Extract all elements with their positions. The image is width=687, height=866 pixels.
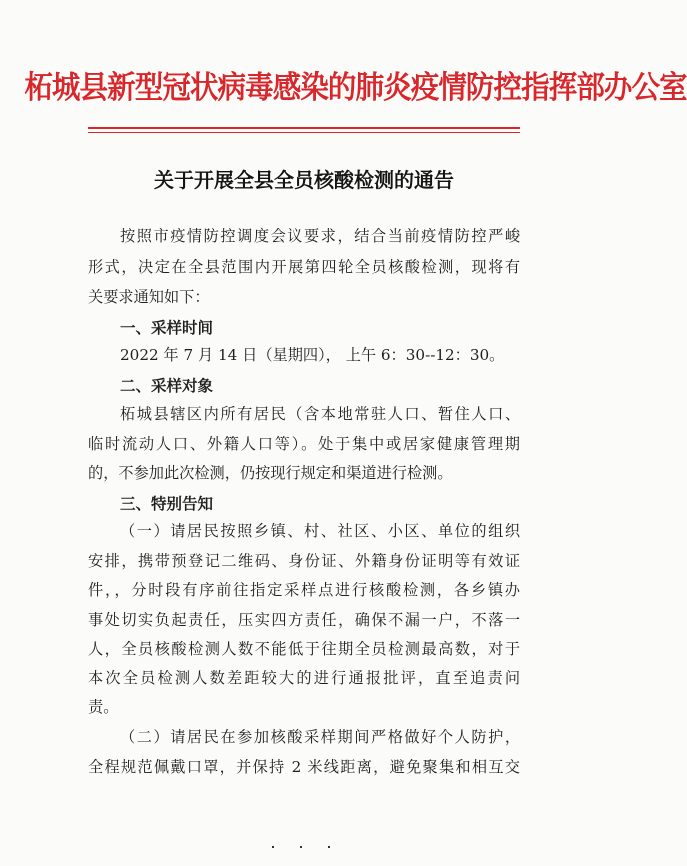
body-line: （一）请居民按照乡镇、村、社区、小区、单位的组织 [120,522,520,540]
section-heading: 二、采样对象 [120,377,214,395]
body-line: 件，，分时段有序前往指定采样点进行核酸检测，各乡镇办 [88,581,520,599]
intro-line: 按照市疫情防控调度会议要求，结合当前疫情防控严峻 [120,227,520,245]
scan-mark [328,846,330,848]
section-heading: 三、特别告知 [120,495,214,513]
body-line: 事处切实负起责任，压实四方责任，确保不漏一户，不落一 [88,611,520,629]
body-line: 本次全员检测人数差距较大的进行通报批评，直至追责问 [88,669,520,687]
scan-mark [272,846,274,848]
body-line: 责。 [88,698,119,716]
red-rule-bottom [88,132,520,133]
section-heading: 一、采样时间 [120,319,214,337]
body-line: 全程规范佩戴口罩，并保持 2 米线距离，避免聚集和相互交 [88,758,520,776]
body-line: 临时流动人口、外籍人口等）。处于集中或居家健康管理期 [88,435,520,453]
body-line: 人，全员核酸检测人数不能低于往期全员检测最高数，对于 [88,640,520,658]
body-line: 的，不参加此次检测，仍按现行规定和渠道进行检测。 [88,464,453,482]
intro-line: 关要求通知如下： [88,288,210,306]
red-rule-top [88,127,520,129]
issuer-header: 柘城县新型冠状病毒感染的肺炎疫情防控指挥部办公室 [24,70,687,106]
intro-line: 形式，决定在全县范围内开展第四轮全员核酸检测，现将有 [88,258,520,276]
body-line: （二）请居民在参加核酸采样期间严格做好个人防护， [120,728,520,746]
notice-title: 关于开展全县全员核酸检测的通告 [154,168,454,192]
body-line: 柘城县辖区内所有居民（含本地常驻人口、暂住人口、 [120,405,520,423]
body-line: 2022 年 7 月 14 日（星期四）， 上午 6：30--12：30。 [120,346,505,364]
scan-mark [300,846,302,848]
body-line: 安排，携带预登记二维码、身份证、外籍身份证明等有效证 [88,552,520,570]
